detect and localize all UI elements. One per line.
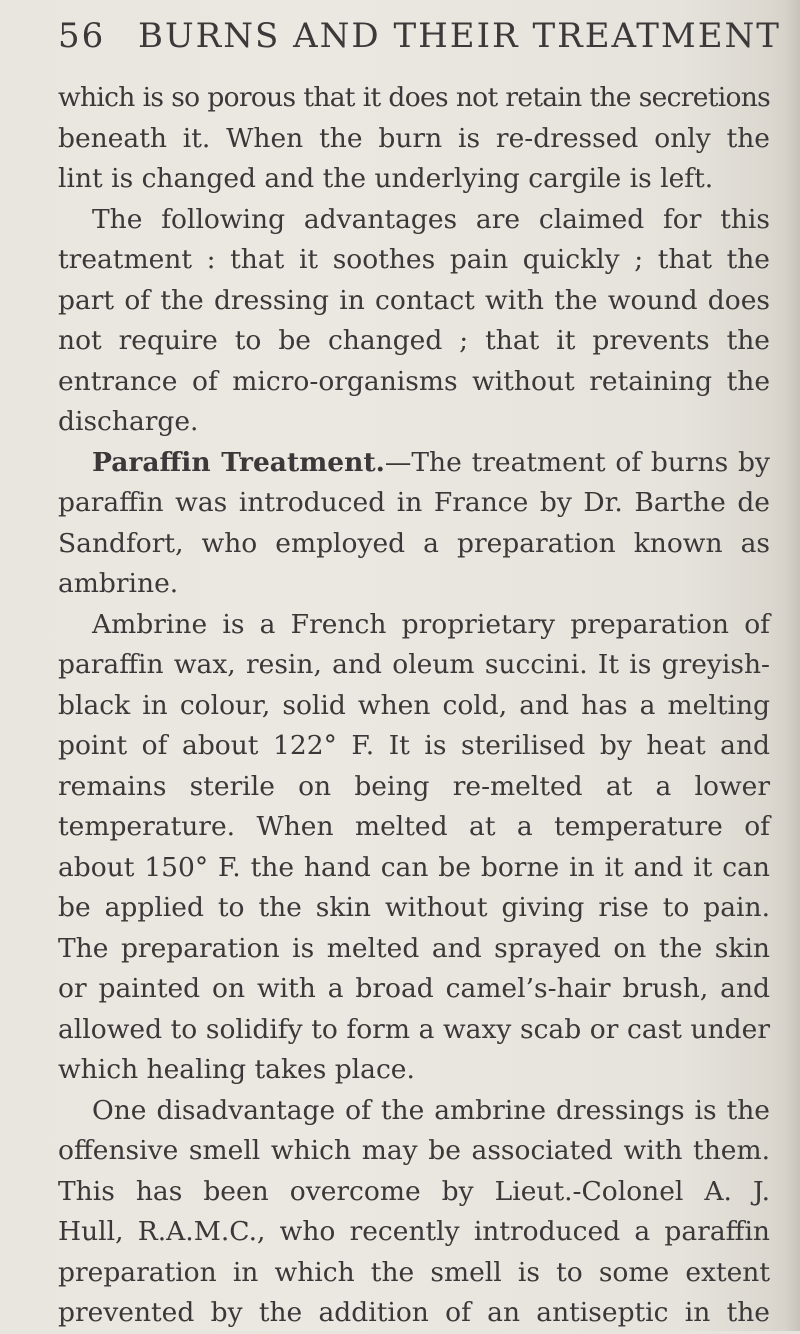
text-line: remains sterile on being re-melted at a lower: [58, 770, 770, 802]
running-title: BURNS AND THEIR TREATMENT: [138, 16, 781, 56]
text-line: entrance of micro-organisms without retaining the: [58, 365, 770, 397]
text-line: be applied to the skin without giving rise to pain.: [58, 892, 770, 923]
text-line: lint is changed and the underlying cargile is left.: [58, 163, 714, 194]
text-line: preparation in which the smell is to some extent: [58, 1256, 770, 1288]
section-heading-continuation: —The treatment of burns by: [384, 446, 770, 478]
text-line: which healing takes place.: [58, 1054, 415, 1085]
text-line: paraffin was introduced in France by Dr. Barthe de: [58, 487, 770, 518]
text-line: temperature. When melted at a temperature of: [58, 811, 770, 842]
text-line: One disadvantage of the ambrine dressings is the: [92, 1094, 770, 1126]
section-heading-line: [58, 443, 770, 484]
text-line: point of about 122° F. It is sterilised by heat and: [58, 730, 770, 761]
text-line: or painted on with a broad camel’s-hair brush, and: [58, 973, 770, 1004]
body-text: [58, 78, 770, 1334]
text-line: ambrine.: [58, 568, 179, 599]
text-line: treatment : that it soothes pain quickly ; that the: [58, 244, 770, 275]
text-line: beneath it. When the burn is re-dressed only the: [58, 122, 770, 154]
text-line: allowed to solidify to form a waxy scab or cast under: [58, 1013, 770, 1045]
text-line: discharge.: [58, 406, 199, 437]
text-line: paraffin wax, resin, and oleum succini. It is greyish-: [58, 649, 770, 680]
text-line: The following advantages are claimed for this: [92, 203, 770, 235]
text-line: offensive smell which may be associated with them.: [58, 1135, 770, 1166]
text-line: Hull, R.A.M.C., who recently introduced a paraffin: [58, 1216, 770, 1247]
page-number: 56: [58, 16, 106, 56]
text-line: Sandfort, who employed a preparation known as: [58, 527, 770, 559]
page-header: [58, 16, 781, 56]
text-line: prevented by the addition of an antiseptic in the: [58, 1297, 770, 1328]
text-line: about 150° F. the hand can be borne in it and it can: [58, 851, 770, 883]
text-line: which is so porous that it does not retain the secretions: [58, 82, 770, 113]
page-edge-shadow: [786, 0, 800, 1331]
text-line: This has been overcome by Lieut.-Colonel A. J.: [58, 1175, 770, 1207]
text-line: The preparation is melted and sprayed on the skin: [58, 932, 770, 964]
text-line: not require to be changed ; that it prevents the: [58, 325, 770, 356]
section-heading: Paraffin Treatment.: [92, 446, 385, 478]
text-line: part of the dressing in contact with the wound does: [58, 284, 770, 316]
text-line: black in colour, solid when cold, and has a melting: [58, 689, 770, 721]
text-line: Ambrine is a French proprietary preparation of: [92, 608, 770, 640]
